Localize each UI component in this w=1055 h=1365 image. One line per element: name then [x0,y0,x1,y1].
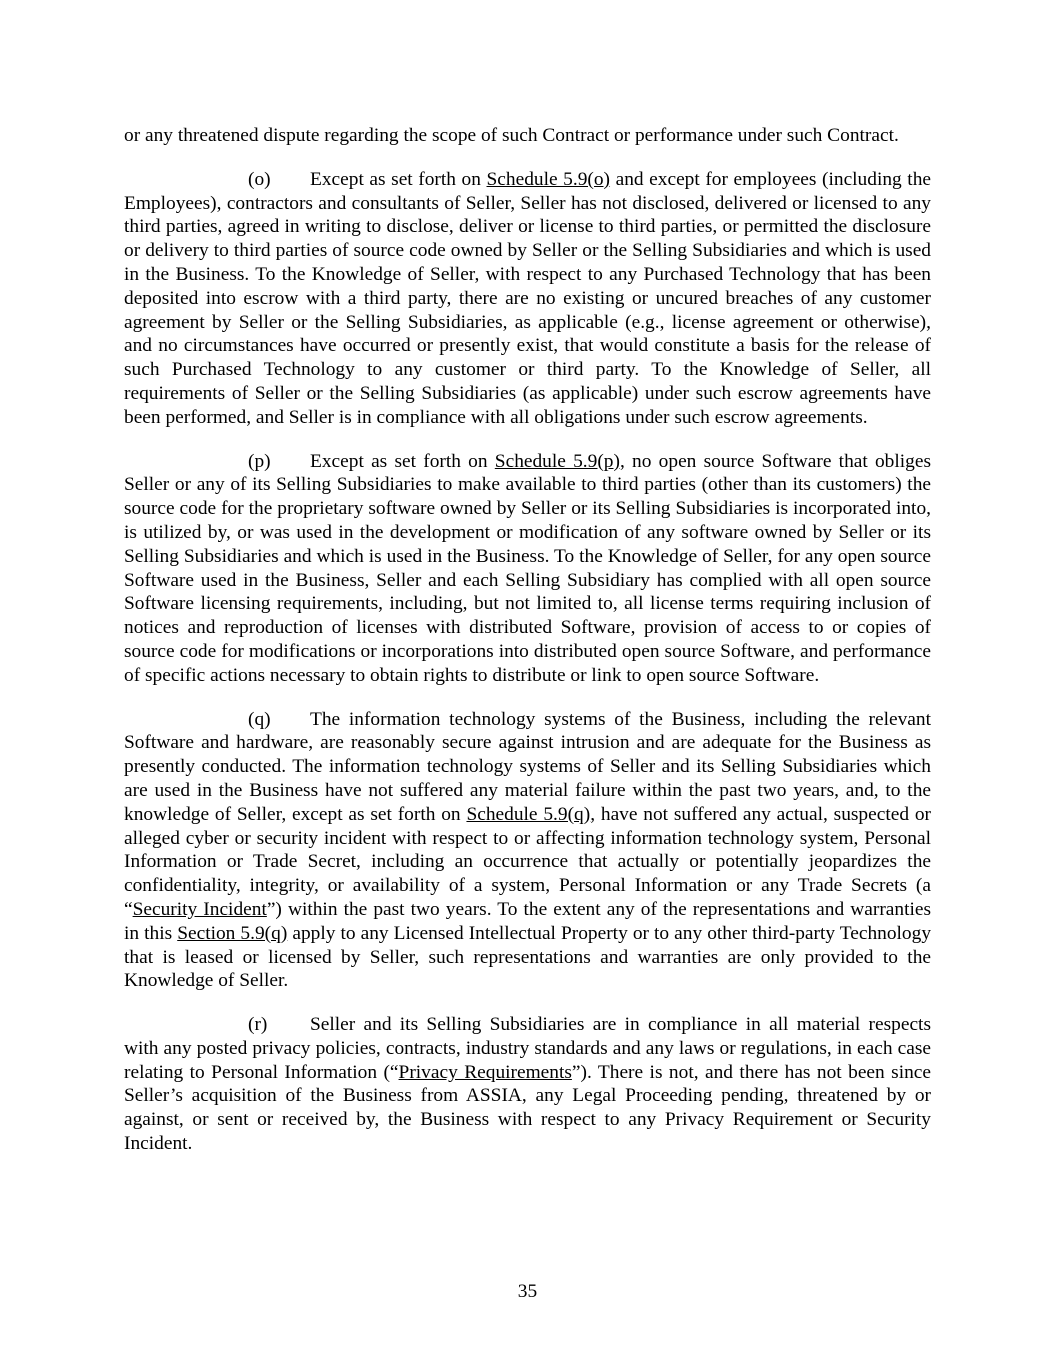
section-r-text-2: ”). There is not, and there has not been since Seller’s acquisition of the Business from ASSIA, any Legal Proceeding pending, threatened by or against, or sent or received by, the Business with respect to any Privacy Requirement or Security Incident. [124,1061,932,1155]
section-r-paragraph [124,1013,931,1156]
paragraph-gap [124,993,931,1013]
section-q-text-3: ”) within the past two years. To the extent any of the representations and warranties in this [124,898,931,944]
section-q-text-2: , have not suffered any actual, suspected or alleged cyber or security incident with respect to or affecting information technology system, Personal Information or Trade Secret, including an occurrence that actually or potentially jeopardizes the confidentiality, integrity, or availability of a system, Personal Information or any Trade Secrets (a “ [124,803,931,920]
schedule-5-9-q-link: Schedule 5.9(q) [466,803,591,825]
privacy-requirements-term: Privacy Requirements [398,1061,572,1083]
section-p-paragraph [124,450,931,688]
section-p-text-2: , no open source Software that obliges Seller or any of its Selling Subsidiaries to make available to third parties (other than its customers) the source code for the proprietary software owned by Seller or its Selling Subsidiaries is incorporated into, is utilized by, or was used in the development or modification of any software owned by Seller or its Selling Subsidiaries and which is used in the Business. To the Knowledge of Seller, for any open source Software used in the Business, Seller and each Selling Subsidiary has complied with all open source Software licensing requirements, including, but not limited to, all license terms requiring inclusion of notices and reproduction of licenses with distributed Software, provision of access to or copies of source code for modifications or incorporations into distributed open source Software, and performance of specific actions necessary to obtain rights to distribute or link to open source Software. [124,450,931,686]
continuation-paragraph [124,124,931,148]
section-q-text-1: The information technology systems of the Business, including the relevant Software and hardware, are reasonably secure against intrusion and are adequate for the Business as presently conducted. The information technology systems of Seller and its Selling Subsidiaries which are used in the Business have not suffered any material failure within the past two years, and, to the knowledge of Seller, except as set forth on [124,708,931,825]
section-q-text-4: apply to any Licensed Intellectual Property or to any other third-party Technology that is leased or licensed by Seller, such representations and warranties are only provided to the Knowledge of Seller. [124,922,932,992]
schedule-5-9-o-link: Schedule 5.9(o) [486,168,611,190]
document-page [124,124,931,1156]
section-q-paragraph [124,708,931,994]
section-r-text-1: Seller and its Selling Subsidiaries are in compliance in all material respects with any posted privacy policies, contracts, industry standards and any laws or regulations, in each case relating to Personal Information (“ [124,1014,931,1083]
section-p-text-1: Except as set forth on [310,450,495,472]
section-o-paragraph [124,168,931,430]
section-r-label: (r) [248,1014,268,1036]
paragraph-gap [124,430,931,450]
section-o-text-2: and except for employees (including the Employees), contractors and consultants of Seller, Seller has not disclosed, delivered or licensed to any third parties, agreed in writing to disclose, deliver or license to third parties, or permitted the disclosure or delivery to third parties of source code owned by Seller or the Selling Subsidiaries and which is used in the Business. To the Knowledge of Seller, with respect to any Purchased Technology that has been deposited into escrow with a third party, there are no existing or uncured breaches of any customer agreement by Seller or the Selling Subsidiaries, as applicable (e.g., license agreement or otherwise), and no circumstances have occurred or presently exist, that would constitute a basis for the release of such Purchased Technology to any customer or third party. To the Knowledge of Seller, all requirements of Seller or the Selling Subsidiaries (as applicable) under such escrow agreements have been performed, and Seller is in compliance with all obligations under such escrow agreements. [124,168,931,428]
paragraph-gap [124,688,931,708]
page-number: 35 [517,1281,538,1302]
section-q-label: (q) [248,708,271,730]
paragraph-gap [124,148,931,168]
section-o-text-1: Except as set forth on [310,168,487,190]
section-p-label: (p) [248,450,271,472]
section-5-9-q-link: Section 5.9(q) [177,922,288,944]
security-incident-term: Security Incident [132,898,267,920]
schedule-5-9-p-link: Schedule 5.9(p) [494,450,620,472]
section-o-label: (o) [248,168,271,190]
continuation-text: or any threatened dispute regarding the scope of such Contract or performance under such Contract. [124,125,899,146]
